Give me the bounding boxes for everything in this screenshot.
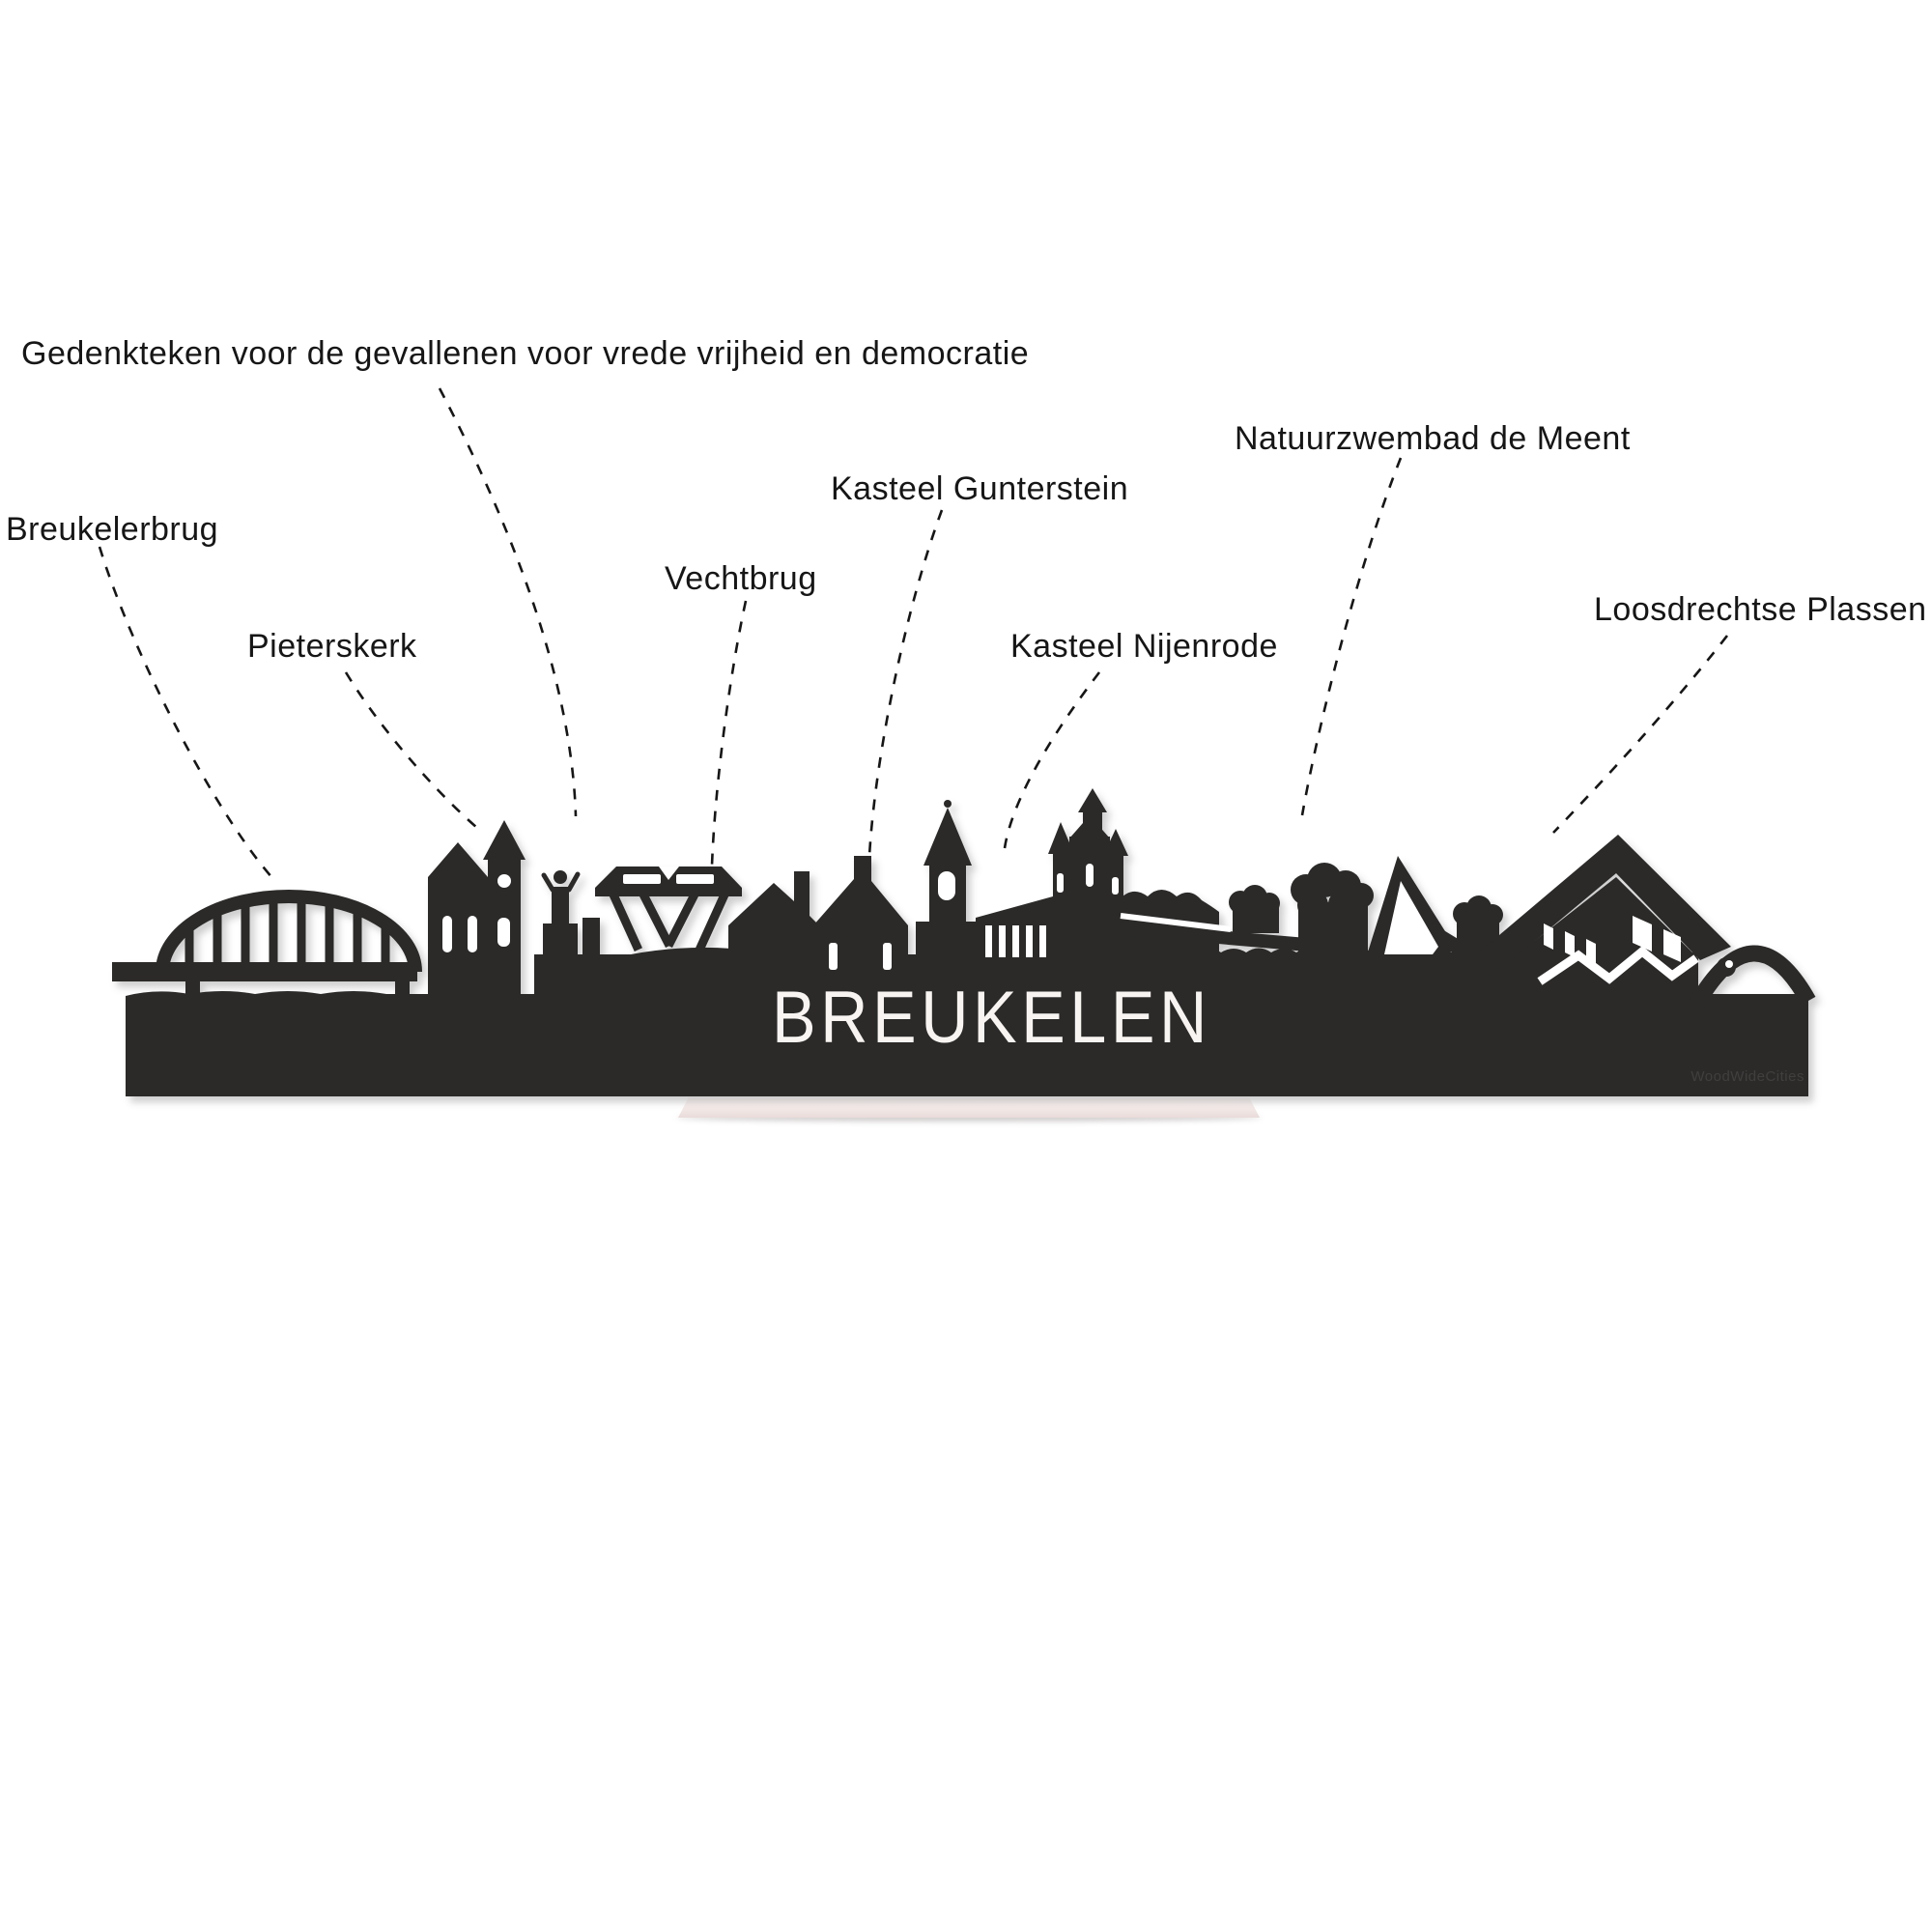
vechtbrug-truss-bridge	[595, 867, 742, 969]
pieterskerk-church	[428, 820, 526, 996]
label-breukelerbrug: Breukelerbrug	[6, 511, 219, 548]
label-gunterstein: Kasteel Gunterstein	[831, 470, 1129, 507]
label-vechtbrug: Vechtbrug	[665, 560, 817, 597]
trees	[1291, 863, 1374, 954]
village-houses	[728, 856, 908, 996]
memorial-statue	[543, 870, 600, 962]
breukelerbrug-arch-bridge	[112, 896, 417, 996]
label-nijenrode: Kasteel Nijenrode	[1010, 628, 1278, 665]
label-natuurzwembad: Natuurzwembad de Meent	[1235, 420, 1631, 457]
church-clock	[497, 874, 511, 888]
label-loosdrechtse: Loosdrechtse Plassen	[1594, 591, 1927, 628]
label-pieterskerk: Pieterskerk	[247, 628, 417, 665]
label-gedenkteken: Gedenkteken voor de gevallenen voor vrede vrijheid en democratie	[21, 335, 1030, 372]
watermark: WoodWideCities	[1690, 1068, 1804, 1085]
city-name-cutout: BREUKELEN	[772, 977, 1211, 1059]
